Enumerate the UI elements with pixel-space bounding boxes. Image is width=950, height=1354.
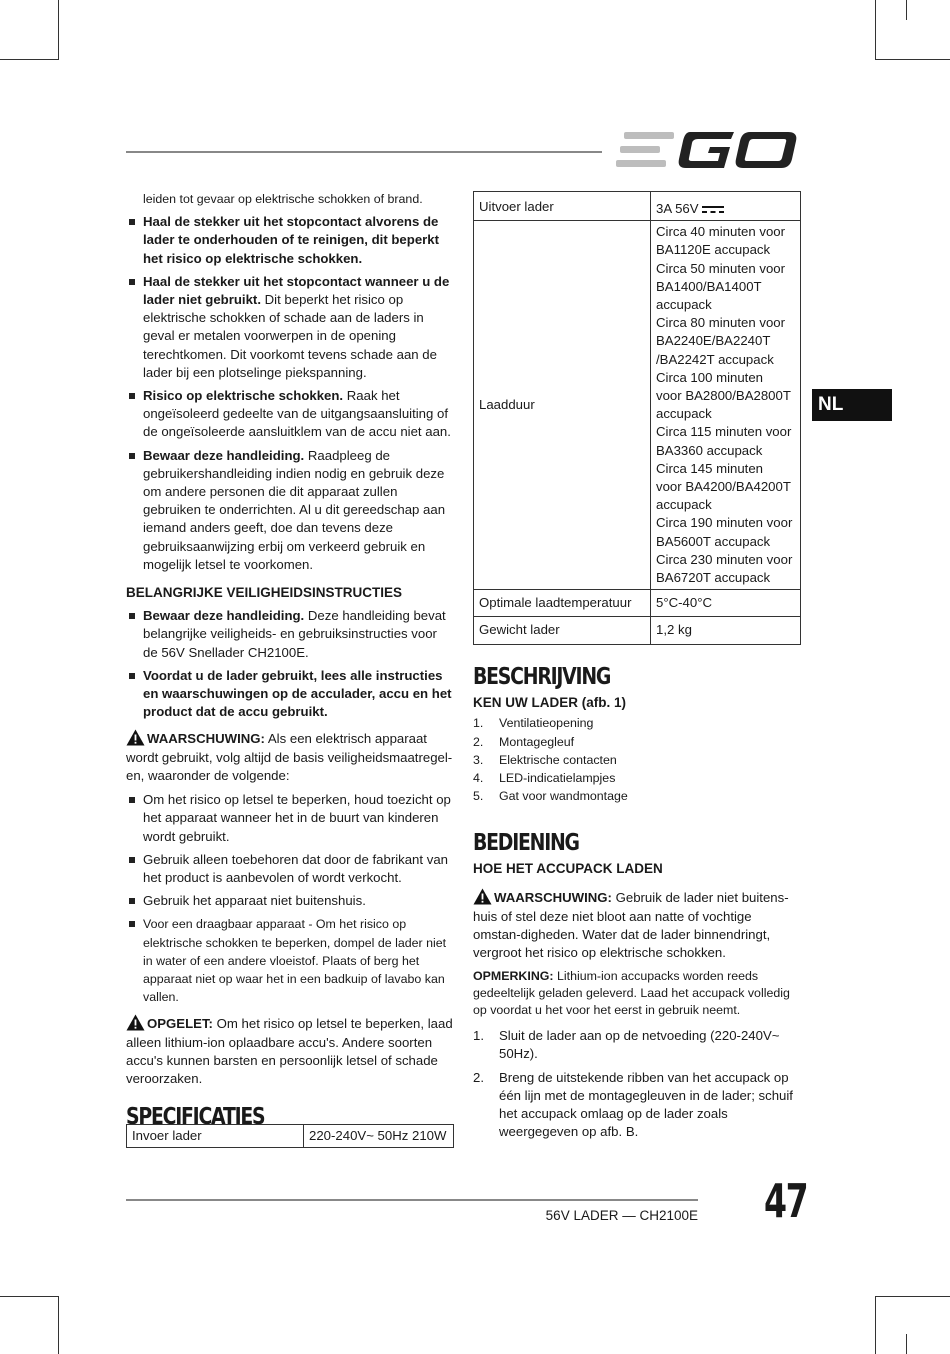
list-item (473, 733, 801, 751)
charge-line: voor BA2800/BA2800T (656, 388, 791, 404)
warning-icon (126, 729, 145, 746)
description-title: BESCHRIJVING (473, 664, 611, 690)
list-item: Om het risico op letsel te beperken, houd toezicht op het apparaat wanneer het in de buurt van kinderen wordt gebruikt. (126, 791, 454, 846)
operation-note (473, 968, 801, 1019)
warning-text: Gebruik de lader niet buitens-huis of stel deze niet bloot aan natte of vochtige omstan-digheden. Water dat de lader binnendringt, vergroot het risico op elektrische schokken. (473, 890, 789, 961)
list-item (126, 273, 454, 382)
spec-value-cell (651, 192, 801, 221)
specs-title: SPECIFICATIES (126, 1104, 265, 1131)
list-item (473, 769, 801, 787)
bullet-bold: Risico op elektrische schokken. (143, 388, 344, 404)
footer-product: 56V LADER — CH2100E (545, 1208, 698, 1223)
charge-line: Circa 190 minuten voor (656, 515, 793, 531)
list-item (126, 607, 454, 662)
crop-mark (0, 59, 58, 60)
spec-value: 5°C-40°C (651, 590, 801, 617)
bullet-bold: Haal de stekker uit het stopcontact alvorens de lader te onderhouden of te reinigen, dit beperkt het risico op elektrische schokken. (143, 214, 440, 266)
operation-warning (473, 888, 801, 962)
charge-line: Circa 40 minuten voor (656, 224, 786, 240)
item-text: Montagegleuf (499, 734, 575, 749)
description-section (473, 664, 801, 805)
charge-line: voor BA4200/BA4200T (656, 479, 791, 495)
bullet-text: Raadpleeg de gebruikershandleiding indien nodig en gebruik deze om andere personen die dit apparaat zullen gebruiken te onderrichten. Al u dit gereedschap aan iemand anders geeft, doe dan tevens deze gebruiksaanwijzing erbij om verkeerd gebruik en mogelijk letsel te voorkomen. (143, 447, 446, 572)
step-number: 1. (473, 1028, 484, 1044)
warning-icon (473, 888, 492, 905)
warning-label: WAARSCHUWING: (147, 731, 265, 747)
table-row (127, 1125, 454, 1148)
charge-line: BA2240E/BA2240T (656, 333, 771, 349)
charge-line: Circa 50 minuten voor (656, 260, 786, 276)
list-item (126, 667, 454, 722)
list-item: Voor een draagbaar apparaat - Om het risico op elektrische schokken te beperken, dompel de lader niet in water of een andere vloeistof. Plaats of berg het apparaat niet op waar het in een badkuip of lavabo kan vallen. (126, 915, 454, 1006)
spec-label: Laadduur (474, 221, 651, 590)
bullet-bold: Bewaar deze handleiding. (143, 608, 305, 624)
charge-line: /BA2242T accupack (656, 351, 774, 367)
spec-value: 220-240V~ 50Hz 210W (304, 1125, 454, 1148)
charge-line: accupack (656, 497, 712, 513)
list-item (473, 1027, 801, 1063)
spec-label: Uitvoer lader (474, 192, 651, 221)
warning-icon (126, 1014, 145, 1031)
note-label: OPMERKING: (473, 969, 554, 984)
table-row (474, 192, 801, 221)
item-number: 1. (473, 716, 484, 731)
spec-label: Invoer lader (127, 1125, 304, 1148)
item-number: 5. (473, 789, 484, 804)
description-subheading: KEN UW LADER (afb. 1) (473, 695, 626, 711)
parts-list (473, 714, 801, 805)
operation-subheading: HOE HET ACCUPACK LADEN (473, 861, 663, 877)
table-row (474, 617, 801, 644)
step-number: 2. (473, 1069, 484, 1085)
dc-symbol-icon (702, 206, 724, 214)
spec-input-table (126, 1124, 454, 1148)
note-text: Lithium-ion accupacks worden reeds gedeeltelijk geladen geleverd. Laad het accupack volledig op voordat u het voor het eerst in gebruik neemt. (473, 969, 790, 1018)
charge-line: Circa 115 minuten voor (656, 424, 792, 440)
warning-text: Als een elektrisch apparaat wordt gebruikt, volg altijd de basis veiligheidsmaatregel-en, waaronder de volgende: (126, 731, 453, 783)
language-tab: NL (812, 389, 892, 421)
operation-title: BEDIENING (473, 830, 579, 856)
spec-table (473, 191, 801, 645)
item-number: 3. (473, 752, 484, 767)
charge-line: accupack (656, 297, 712, 313)
warning-paragraph (126, 729, 454, 785)
left-column (126, 190, 454, 1131)
bullet-bold: Bewaar deze handleiding. (143, 447, 305, 463)
crop-mark (58, 1296, 59, 1354)
item-number: 2. (473, 734, 484, 749)
bullet-bold: Voordat u de lader gebruikt, lees alle instructies en waarschuwingen op de acculader, accu en het product dat de accu gebruikt. (143, 667, 452, 720)
charge-line: Circa 145 minuten (656, 460, 764, 476)
bullet-bold: Haal de stekker uit het stopcontact wanneer u de lader niet gebruikt. (143, 273, 450, 308)
list-item (126, 387, 454, 442)
spec-label: Optimale laadtemperatuur (474, 590, 651, 617)
bullet-text: Deze handleiding bevat belangrijke veiligheids- en gebruiksinstructies voor de 56V Snellader CH2100E. (143, 608, 446, 660)
page-number: 47 (764, 1174, 808, 1228)
crop-mark (875, 1296, 950, 1297)
header-rule (126, 151, 602, 153)
bullet-text: Raak het ongeïsoleerd gedeelte van de uitgangsaansluiting of de ongeïsoleerde aansluitklem van de accu niet aan. (143, 388, 451, 440)
charge-line: BA3360 accupack (656, 442, 763, 458)
list-item (473, 787, 801, 805)
charge-line: Circa 80 minuten voor (656, 315, 786, 331)
step-text: Sluit de lader aan op de netvoeding (220-240V~ 50Hz). (499, 1028, 780, 1062)
step-text: Breng de uitstekende ribben van het accupack op één lijn met de montagegleuven in de lader; schuif het accupack omlaag op de lader zoals weergegeven op afb. B. (499, 1069, 793, 1140)
table-row (474, 590, 801, 617)
list-item: Gebruik alleen toebehoren dat door de fabrikant van het product is aanbevolen of wordt verkocht. (126, 851, 454, 887)
charge-line: Circa 100 minuten (656, 369, 764, 385)
list-item (473, 1069, 801, 1142)
steps-list (473, 1027, 801, 1141)
item-text: Elektrische contacten (499, 752, 617, 767)
caution-label: OPGELET: (147, 1016, 213, 1032)
warning-label: WAARSCHUWING: (494, 890, 612, 906)
crop-mark (0, 1296, 58, 1297)
crop-mark (906, 1334, 907, 1354)
charge-line: BA1400/BA1400T (656, 278, 762, 294)
charge-line: accupack (656, 406, 712, 422)
crop-mark (906, 0, 907, 20)
table-row (474, 221, 801, 590)
list-item (473, 714, 801, 732)
charge-line: Circa 230 minuten voor (656, 551, 793, 567)
bullet-text: Dit beperkt het risico op elektrische schokken of schade aan de laders in geval er metalen voorwerpen in de opening terechtkomen. Dit voorkomt tevens schade aan de lader bij een plotselinge piekspanning. (143, 292, 437, 380)
charge-line: BA6720T accupack (656, 570, 771, 586)
operation-section (473, 830, 801, 1146)
ego-logo (616, 128, 800, 172)
list-item (126, 447, 454, 574)
item-text: Gat voor wandmontage (499, 789, 628, 804)
crop-mark (58, 0, 59, 60)
spec-label: Gewicht lader (474, 617, 651, 644)
footer-rule (126, 1199, 698, 1201)
list-item: Gebruik het apparaat niet buitenshuis. (126, 892, 454, 910)
safety-heading: BELANGRIJKE VEILIGHEIDSINSTRUCTIES (126, 585, 403, 601)
crop-mark (875, 59, 950, 60)
crop-mark (875, 0, 876, 60)
caution-paragraph (126, 1014, 454, 1088)
list-item (126, 213, 454, 268)
item-text: Ventilatieopening (499, 716, 594, 731)
list-item (473, 751, 801, 769)
charge-line: BA1120E accupack (656, 242, 771, 258)
crop-mark (875, 1296, 876, 1354)
item-text: LED-indicatielampjes (499, 771, 616, 786)
spec-value: 3A 56V (656, 201, 699, 216)
intro-text: leiden tot gevaar op elektrische schokken of brand. (143, 192, 423, 206)
caution-text: Om het risico op letsel te beperken, laad alleen lithium-ion oplaadbare accu's. Andere soorten accu's kunnen barsten en persoonlijk letsel of schade veroorzaken. (126, 1016, 453, 1086)
spec-value-cell (651, 221, 801, 590)
charge-line: BA5600T accupack (656, 533, 771, 549)
item-number: 4. (473, 771, 484, 786)
spec-value: 1,2 kg (651, 617, 801, 644)
